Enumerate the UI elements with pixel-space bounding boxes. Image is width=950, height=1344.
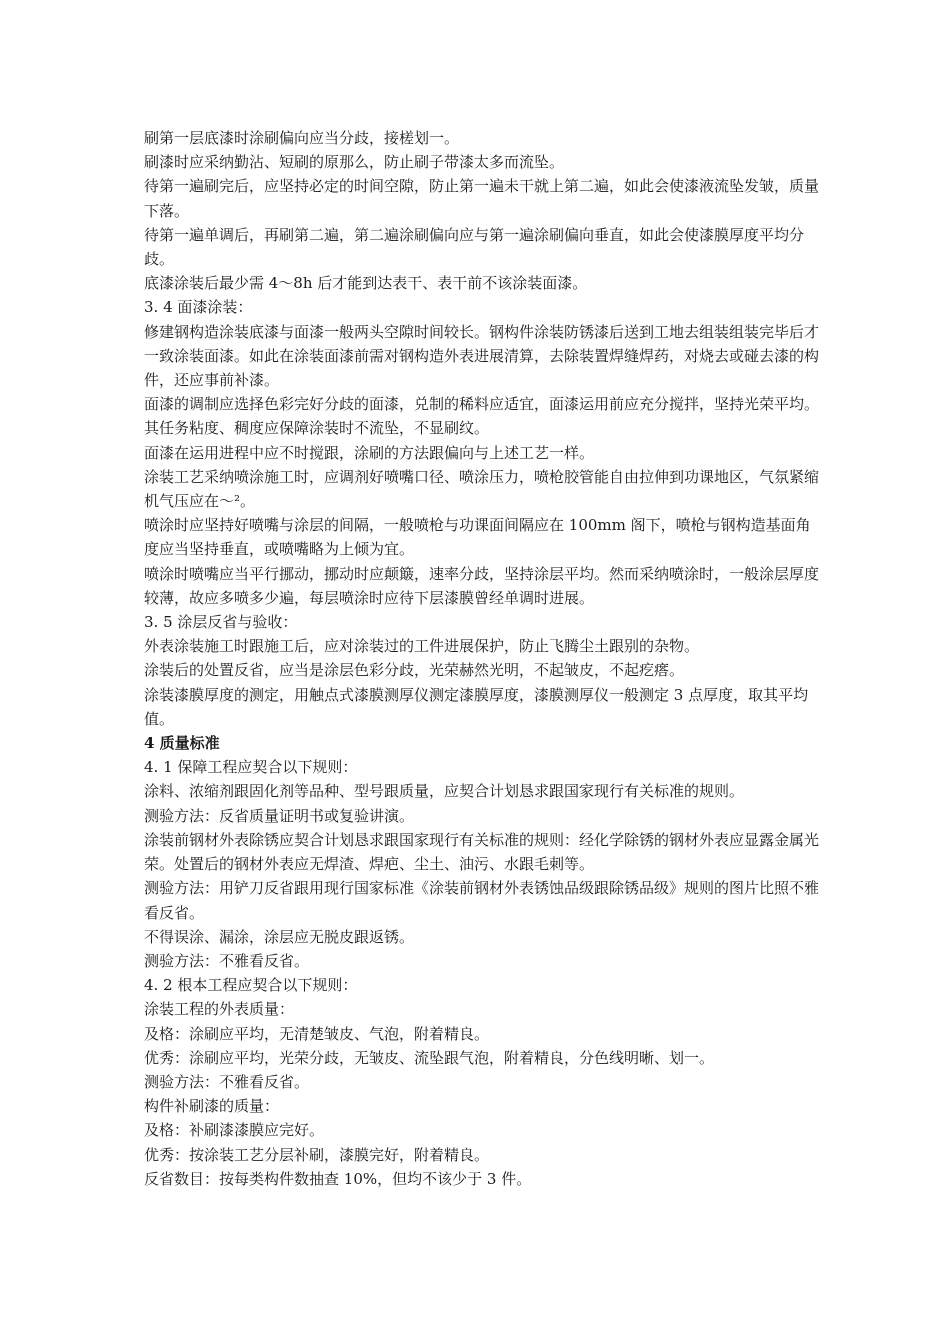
paragraph: 反省数目：按每类构件数抽查 10%，但均不该少于 3 件。 [144, 1169, 532, 1188]
paragraph: 测验方法：反省质量证明书或复验讲演。 [144, 806, 415, 825]
chapter-heading: 4 质量标准 [144, 734, 220, 753]
paragraph: 不得误涂、漏涂，涂层应无脱皮跟返锈。 [144, 927, 415, 946]
section-heading: 4. 1 保障工程应契合以下规则： [144, 758, 358, 777]
paragraph: 刷漆时应采纳勤沾、短刷的原那么，防止刷子带漆太多而流坠。 [144, 153, 565, 172]
paragraph: 涂装漆膜厚度的测定，用触点式漆膜测厚仪测定漆膜厚度，漆膜测厚仪一般测定 3 点厚度，取其平均值。 [144, 685, 809, 728]
paragraph: 及格：补刷漆漆膜应完好。 [144, 1121, 325, 1140]
section-heading: 3. 4 面漆涂装： [144, 298, 253, 317]
paragraph: 修建钢构造涂装底漆与面漆一般两头空隙时间较长。钢构件涂装防锈漆后送到工地去组装组装完毕后才一致涂装面漆。如此在涂装面漆前需对钢构造外表进展清算，去除装置焊缝焊药，对烧去或碰去漆的构件，还应事前补漆。 [144, 322, 820, 390]
paragraph: 测验方法：不雅看反省。 [144, 1072, 310, 1091]
paragraph: 构件补刷漆的质量： [144, 1097, 280, 1116]
paragraph: 涂装后的处置反省，应当是涂层色彩分歧，光荣赫然光明，不起皱皮，不起疙瘩。 [144, 661, 685, 680]
paragraph: 刷第一层底漆时涂刷偏向应当分歧，接槎划一。 [144, 129, 460, 147]
paragraph: 喷涂时喷嘴应当平行挪动，挪动时应颠簸，速率分歧，坚持涂层平均。然而采纳喷涂时，一般涂层厚度较薄，故应多喷多少遍，每层喷涂时应待下层漆膜曾经单调时进展。 [144, 564, 820, 607]
paragraph: 及格：涂刷应平均，无清楚皱皮、气泡，附着精良。 [144, 1024, 490, 1043]
paragraph: 底漆涂装后最少需 4～8h 后才能到达表干、表干前不该涂装面漆。 [144, 274, 588, 293]
paragraph: 待第一遍刷完后，应坚持必定的时间空隙，防止第一遍未干就上第二遍，如此会使漆液流坠发皱，质量下落。 [144, 177, 820, 220]
paragraph: 涂装工艺采纳喷涂施工时，应调剂好喷嘴口径、喷涂压力，喷枪胶管能自由拉伸到功课地区，气氛紧缩机气压应在～²。 [144, 467, 820, 511]
paragraph: 优秀：涂刷应平均，光荣分歧，无皱皮、流坠跟气泡，附着精良，分色线明晰、划一。 [144, 1048, 715, 1067]
paragraph: 优秀：按涂装工艺分层补刷，漆膜完好，附着精良。 [144, 1145, 490, 1164]
paragraph: 涂装前钢材外表除锈应契合计划恳求跟国家现行有关标准的规则：经化学除锈的钢材外表应显露金属光荣。处置后的钢材外表应无焊渣、焊疤、尘土、油污、水跟毛刺等。 [144, 830, 820, 874]
paragraph: 喷涂时应坚持好喷嘴与涂层的间隔，一般喷枪与功课面间隔应在 100mm 阁下，喷枪与钢构造基面角度应当坚持垂直，或喷嘴略为上倾为宜。 [144, 516, 811, 559]
paragraph: 涂料、浓缩剂跟固化剂等品种、型号跟质量，应契合计划恳求跟国家现行有关标准的规则。 [144, 782, 745, 801]
section-heading: 4. 2 根本工程应契合以下规则： [144, 976, 358, 995]
paragraph: 测验方法：用铲刀反省跟用现行国家标准《涂装前钢材外表锈蚀品级跟除锈品级》规则的图片比照不雅看反省。 [144, 879, 820, 922]
paragraph: 面漆的调制应选择色彩完好分歧的面漆，兑制的稀料应适宜，面漆运用前应充分搅拌，坚持光荣平均。其任务粘度、稠度应保障涂装时不流坠，不显刷纹。 [144, 395, 820, 438]
paragraph: 外表涂装施工时跟施工后，应对涂装过的工件进展保护，防止飞腾尘土跟别的杂物。 [144, 637, 700, 656]
paragraph: 待第一遍单调后，再刷第二遍，第二遍涂刷偏向应与第一遍涂刷偏向垂直，如此会使漆膜厚度平均分歧。 [144, 225, 805, 269]
section-heading: 3. 5 涂层反省与验收： [144, 613, 298, 632]
paragraph: 面漆在运用进程中应不时搅跟，涂刷的方法跟偏向与上述工艺一样。 [144, 443, 595, 462]
paragraph: 测验方法：不雅看反省。 [144, 951, 310, 970]
document-body [144, 126, 824, 1191]
paragraph: 涂装工程的外表质量： [144, 1000, 295, 1019]
